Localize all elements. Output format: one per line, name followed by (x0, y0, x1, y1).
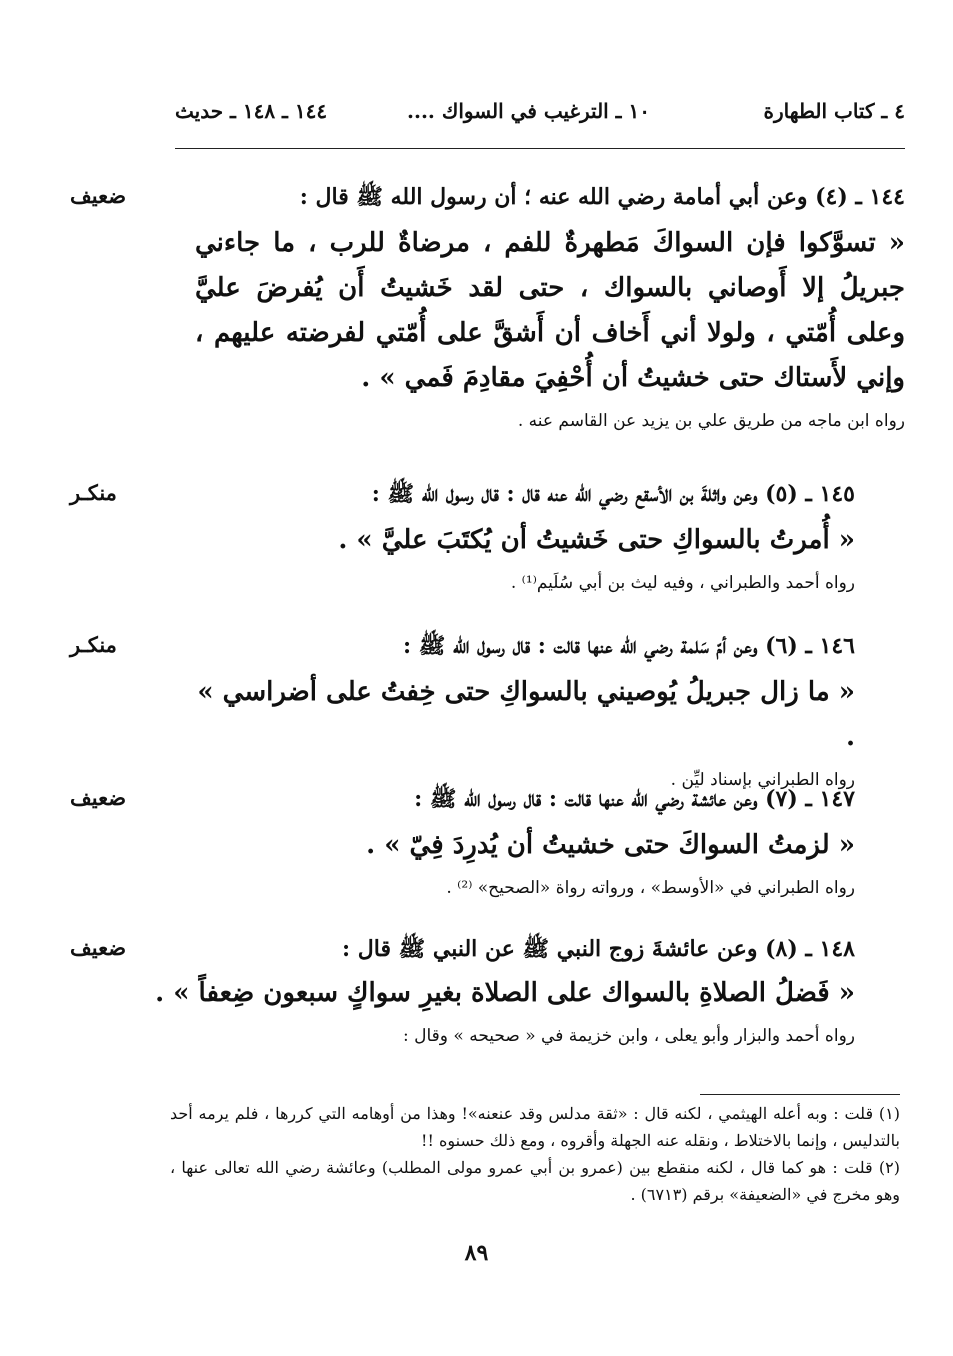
hadith-148-grade: ضعيف (70, 935, 127, 960)
hadith-148-intro: ١٤٨ ـ (٨) وعن عائشةَ زوج النبي ﷺ عن النبي ﷺ قال : (341, 936, 855, 962)
hadith-148-source: رواه أحمد والبزار وأبو يعلى ، وابن خزيمة في « صحيحه » وقال : (403, 1026, 855, 1046)
hadith-144 (195, 183, 905, 431)
hadith-146-text: « ما زال جبريلُ يُوصيني بالسواكِ حتى خِفتُ على أضراسي » . (197, 677, 855, 752)
footnote-divider (700, 1094, 900, 1095)
hadith-144-text: « تسوَّكوا فإن السواكَ مَطهرةٌ للفم ، مرضاةٌ للرب ، ما جاءني جبريلُ إلا أَوصاني بالسواك ، حتى لقد خَشيتُ أَن يُفرضَ عليَّ وعلى أُمّتي ، ولولا أني أَخاف أن أَشقَّ على أُمّتي لفرضته عليهم ، وإني لأَستاك حتى خشيتُ أن أُحْفِيَ مقادِمَ فَمي » . (195, 228, 905, 393)
running-header (175, 95, 905, 131)
hadith-144-intro: ١٤٤ ـ (٤) وعن أبي أمامة رضي الله عنه ؛ أن رسول الله ﷺ قال : (299, 184, 905, 210)
hadith-146-source: رواه الطبراني بإسناد ليِّن . (670, 770, 855, 790)
footnote-1: (١) قلت : وبه أعله الهيثمي ، لكنه قال : «ثقة مدلس وقد عنعنه»! وهذا من أوهامه التي كررها ، فلم يرمه أحد بالتدليس ، وإنما بالاختلاط ، ونقله عنه الجهلة وأقروه ، ومع ذلك حسنوه !! (170, 1104, 900, 1150)
hadith-146-grade: منكـر (70, 632, 117, 657)
header-hadith-range: ١٤٤ ـ ١٤٨ ـ حديث (175, 99, 328, 123)
hadith-145 (195, 480, 855, 593)
header-book-title: ٤ ـ كتاب الطهارة (763, 99, 905, 123)
footnote-2: (٢) قلت : هو كما قال ، لكنه منقطع بين (عمرو بن أبي عمرو مولى المطلب) وعائشة رضي الله تعالى عنها ، وهو مخرج في «الضعيفة» برقم (٦٧١٣) . (170, 1158, 900, 1204)
page-number: ٨٩ (464, 1240, 489, 1266)
hadith-147-text: « لزمتُ السواكَ حتى خشيتُ أن يُدرِدَ فِيّ » . (366, 830, 855, 860)
hadith-144-source: رواه ابن ماجه من طريق علي بن يزيد عن القاسم عنه . (517, 411, 905, 431)
hadith-145-grade: منكـر (70, 480, 117, 505)
hadith-148 (155, 935, 855, 1046)
footnotes (170, 1100, 900, 1208)
hadith-145-source: رواه أحمد والطبراني ، وفيه ليث بن أبي سُلَيم⁽¹⁾ . (510, 573, 855, 593)
hadith-147-grade: ضعيف (70, 785, 127, 810)
hadith-148-text: « فَضلُ الصلاةِ بالسواك على الصلاة بغيرِ سواكٍ سبعون ضِعفاً » . (155, 978, 855, 1008)
hadith-145-text: « أُمرتُ بالسواكِ حتى خَشيتُ أن يُكتَبَ عليَّ » . (338, 525, 855, 555)
hadith-144-grade: ضعيف (70, 183, 127, 208)
hadith-146-intro: ١٤٦ ـ (٦) وعن أمّ سَلمة رضي الله عنها قالت : قال رسول الله ﷺ : (402, 633, 855, 659)
hadith-146 (195, 632, 855, 790)
header-chapter-title: ١٠ ـ الترغيب في السواك .... (407, 99, 650, 123)
hadith-147-source: رواه الطبراني في «الأوسط» ، ورواته رواة «الصحيح» ⁽²⁾ . (446, 878, 855, 898)
hadith-147 (195, 785, 855, 898)
hadith-147-intro: ١٤٧ ـ (٧) وعن عائشة رضي الله عنها قالت : قال رسول الله ﷺ : (414, 786, 855, 812)
hadith-145-intro: ١٤٥ ـ (٥) وعن واثلةَ بن الأسقع رضي الله عنه قال : قال رسول الله ﷺ : (371, 481, 855, 507)
header-divider (175, 148, 905, 149)
